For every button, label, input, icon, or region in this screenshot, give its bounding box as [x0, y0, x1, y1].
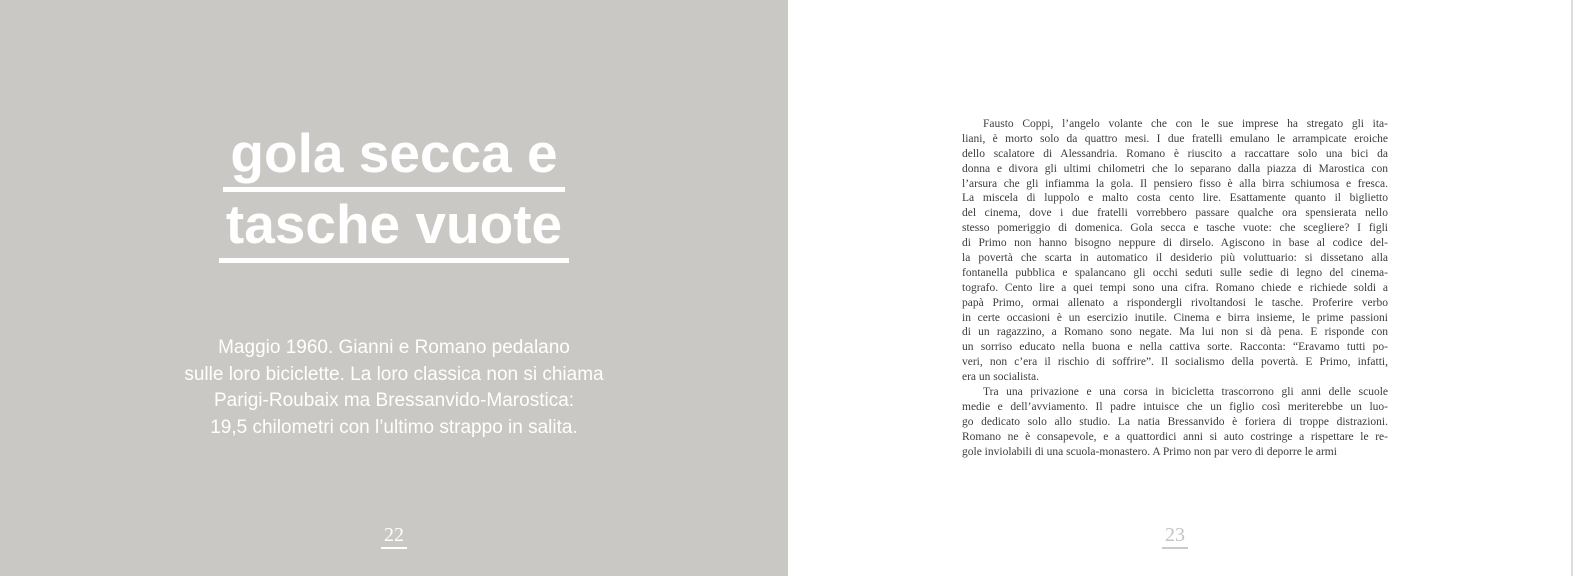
- body-line: dello scalatore di Alessandria. Romano è riuscito a raccattare solo una bici da: [962, 147, 1388, 160]
- page-number-right-value: 23: [1162, 524, 1188, 549]
- intro-line: 19,5 chilometri con l’ultimo strappo in salita.: [210, 416, 578, 438]
- page-number-left: [0, 525, 788, 546]
- body-line: un sorriso educato nella buona e nella cattiva sorte. Racconta: “Eravamo tutti po-: [962, 341, 1388, 354]
- body-line: di Primo non hanno bisogno neppure di dirselo. Agiscono in base al codice del-: [962, 237, 1388, 250]
- body-line: veri, non c’era il rischio di soffrire”. Il socialismo della povertà. E Primo, infatti,: [962, 356, 1388, 369]
- body-line: l’arsura che gli infiamma la gola. Il pensiero fisso è alla birra schiumosa e fresca.: [962, 177, 1388, 190]
- body-line: la povertà che scarta in automatico il desiderio più voluttuario: si dissetano alla: [962, 252, 1388, 265]
- body-line: Romano ne è consapevole, e a quattordici anni si auto costringe a rispettare le re-: [962, 430, 1388, 443]
- body-line: liani, è morto solo da quattro mesi. I due fratelli emulano le arrampicate eroiche: [962, 132, 1388, 145]
- body-line: fontanella pubblica e spalancano gli occhi seduti sulle sedie di legno del cinema-: [962, 266, 1388, 279]
- intro-line: Parigi-Roubaix ma Bressanvido-Marostica:: [213, 390, 575, 411]
- body-line: di un ragazzino, a Romano sono negate. Ma lui non si dà pena. E risponde con: [962, 326, 1388, 339]
- right-page: [788, 0, 1574, 576]
- body-line: donna e divora gli ultimi chilometri che lo separano dalla piazza di Marostica con: [962, 162, 1388, 175]
- chapter-title-line-1: gola secca e: [223, 126, 564, 192]
- body-line: La miscela di luppolo e malto costa cento lire. Esattamente quanto il biglietto: [962, 192, 1388, 205]
- intro-text: [124, 335, 664, 441]
- intro-line: sulle loro biciclette. La loro classica non si chiama: [184, 363, 604, 385]
- body-line: go dedicato solo allo studio. La natia Bressanvido è foriera di troppe distrazioni.: [962, 415, 1388, 428]
- page-number-left-value: 22: [381, 524, 407, 549]
- body-line: era un socialista.: [962, 371, 1039, 384]
- intro-line: Maggio 1960. Gianni e Romano pedalano: [218, 337, 570, 358]
- chapter-title: [0, 0, 788, 263]
- body-line: Fausto Coppi, l’angelo volante che con le sue imprese ha stregato gli ita-: [983, 118, 1388, 130]
- left-page: [0, 0, 788, 576]
- page-edge-line: [1571, 0, 1573, 576]
- body-line: del cinema, dove i due fratelli vorrebbero passare qualche ora spensierata nello: [962, 207, 1388, 220]
- body-line: medie e dell’avviamento. Il padre intuisce che un figlio così meriterebbe un luo-: [962, 400, 1388, 413]
- chapter-title-line-2: tasche vuote: [219, 197, 569, 263]
- body-line: Tra una privazione e una corsa in bicicletta trascorrono gli anni delle scuole: [983, 386, 1388, 399]
- body-line: in certe occasioni è un esercizio inutile. Cinema e birra insieme, le prime passioni: [962, 311, 1388, 324]
- body-line: tografo. Cento lire a quei tempi sono una cifra. Romano chiede e richiede soldi a: [962, 281, 1388, 294]
- body-line: gole inviolabili di una scuola-monastero. A Primo non par vero di deporre le armi: [962, 445, 1337, 458]
- body-line: papà Primo, ormai allenato a rispondergli rivoltandosi le tasche. Proferire verbo: [962, 296, 1388, 309]
- body-line: stesso pomeriggio di domenica. Gola secca e tasche vuote: che scegliere? I figli: [962, 222, 1388, 235]
- page-number-right: [962, 525, 1388, 546]
- body-text: [962, 117, 1388, 459]
